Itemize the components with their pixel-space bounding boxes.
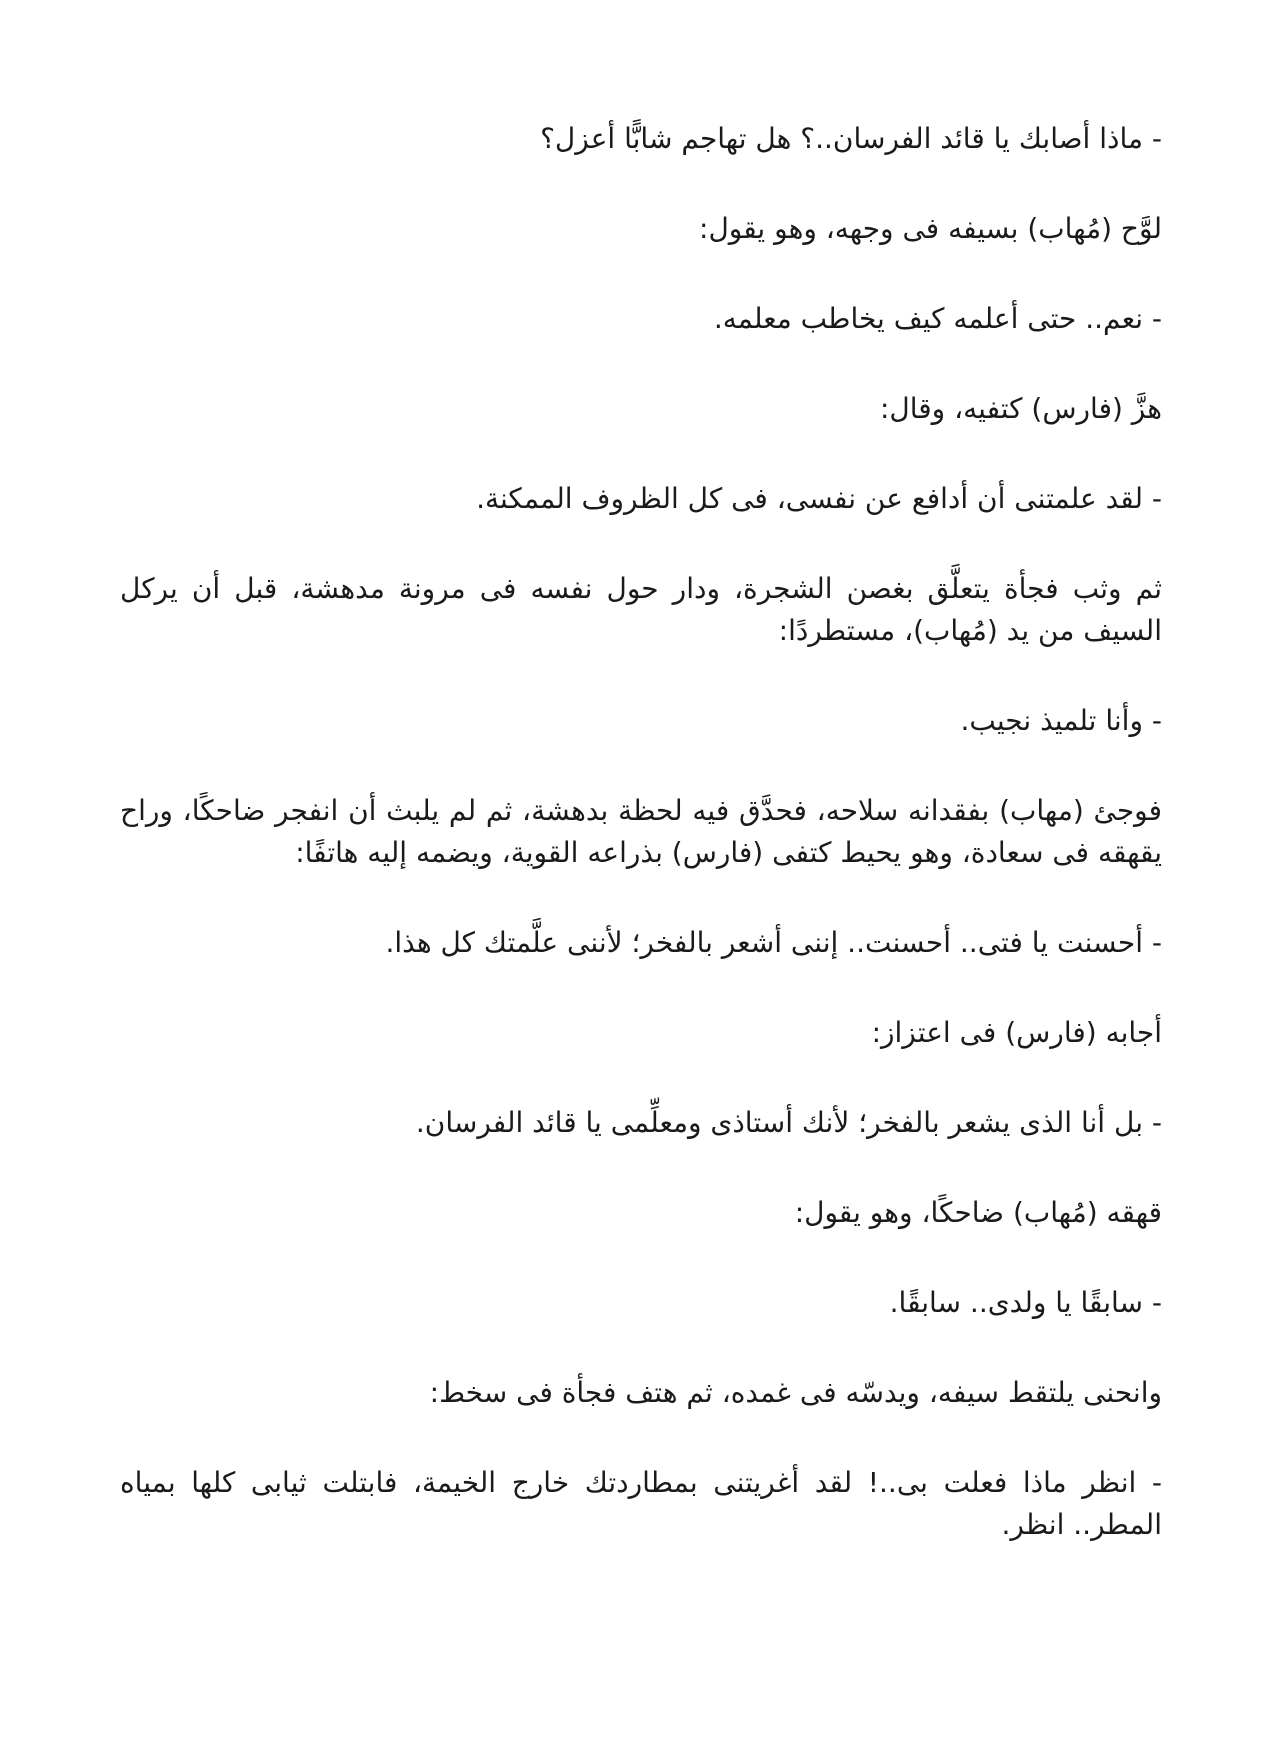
paragraph-1: - ماذا أصابك يا قائد الفرسان..؟ هل تهاجم شابًّا أعزل؟ [540,122,1162,155]
paragraph-13: - سابقًا يا ولدى.. سابقًا. [889,1286,1162,1319]
paragraph-8: فوجئ (مهاب) بفقدانه سلاحه، فحدَّق فيه لحظة بدهشة، ثم لم يلبث أن انفجر ضاحكًا، وراح يقهقه فى سعادة، وهو يحيط كتفى (فارس) بذراعه القوية، ويضمه إليه هاتفًا: [120,794,1162,869]
paragraph-15: - انظر ماذا فعلت بى..! لقد أغريتنى بمطاردتك خارج الخيمة، فابتلت ثيابى كلها بمياه المطر.. انظر. [120,1466,1162,1541]
paragraph-9: - أحسنت يا فتى.. أحسنت.. إننى أشعر بالفخر؛ لأننى علَّمتك كل هذا. [385,926,1162,959]
paragraph-3: - نعم.. حتى أعلمه كيف يخاطب معلمه. [713,302,1162,335]
paragraph-10: أجابه (فارس) فى اعتزاز: [871,1016,1162,1049]
paragraph-5: - لقد علمتنى أن أدافع عن نفسى، فى كل الظروف الممكنة. [476,482,1162,515]
paragraph-7: - وأنا تلميذ نجيب. [960,704,1162,737]
paragraph-12: قهقه (مُهاب) ضاحكًا، وهو يقول: [794,1196,1162,1229]
paragraph-6: ثم وثب فجأة يتعلَّق بغصن الشجرة، ودار حول نفسه فى مرونة مدهشة، قبل أن يركل السيف من يد (مُهاب)، مستطردًا: [120,572,1162,647]
paragraph-2: لوَّح (مُهاب) بسيفه فى وجهه، وهو يقول: [699,212,1162,245]
paragraph-14: وانحنى يلتقط سيفه، ويدسّه فى غمده، ثم هتف فجأة فى سخط: [429,1376,1162,1409]
paragraph-11: - بل أنا الذى يشعر بالفخر؛ لأنك أستاذى ومعلِّمى يا قائد الفرسان. [415,1106,1162,1139]
paragraph-4: هزَّ (فارس) كتفيه، وقال: [879,392,1162,425]
page-body-text [120,118,1162,1594]
